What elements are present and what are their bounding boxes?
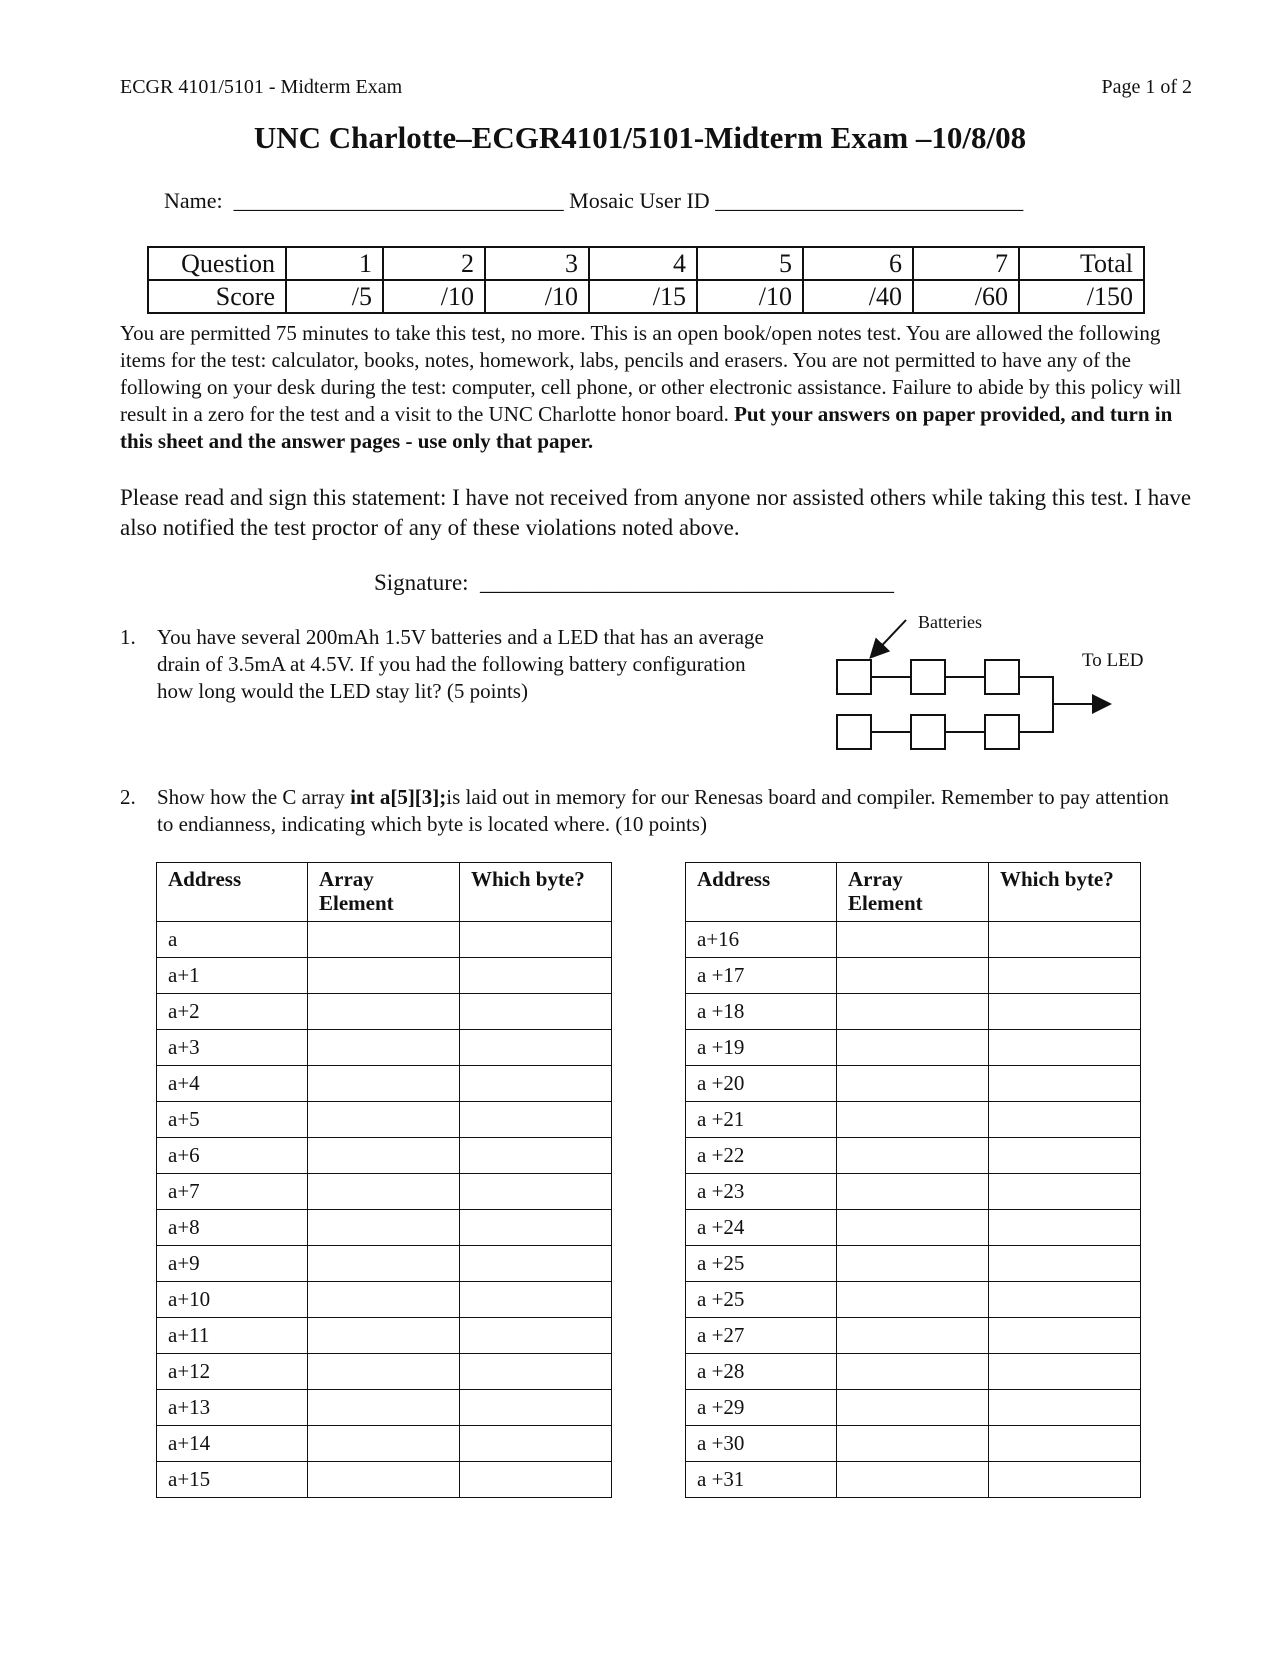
score-cell[interactable]: /10: [697, 280, 803, 313]
address-cell: a+10: [157, 1282, 308, 1318]
memory-table-right: [685, 862, 1141, 1498]
score-cell[interactable]: /40: [803, 280, 913, 313]
address-cell: a +22: [686, 1138, 837, 1174]
score-cell[interactable]: /5: [286, 280, 383, 313]
address-cell: a: [157, 922, 308, 958]
question-1-number: 1.: [120, 625, 136, 649]
address-cell: a+16: [686, 922, 837, 958]
question-cell: 2: [383, 247, 485, 280]
address-cell: a+7: [157, 1174, 308, 1210]
which-byte-cell[interactable]: [989, 1426, 1141, 1462]
which-byte-cell[interactable]: [989, 958, 1141, 994]
question-cell: 6: [803, 247, 913, 280]
name-blank[interactable]: ______________________________: [233, 188, 564, 213]
table-row: [157, 958, 612, 994]
score-cell-total[interactable]: /150: [1019, 280, 1144, 313]
score-row-label: Score: [148, 280, 286, 313]
table-row: [157, 1426, 612, 1462]
batteries-label: Batteries: [918, 612, 982, 632]
table-row: [686, 958, 1141, 994]
address-cell: a+15: [157, 1462, 308, 1498]
question-row-label: Question: [148, 247, 286, 280]
which-byte-cell[interactable]: [989, 1246, 1141, 1282]
address-cell: a+14: [157, 1426, 308, 1462]
address-cell: a +25: [686, 1246, 837, 1282]
array-element-cell[interactable]: [837, 1282, 989, 1318]
question-cell: 3: [485, 247, 589, 280]
address-cell: a +28: [686, 1354, 837, 1390]
question-cell: 7: [913, 247, 1019, 280]
question-cell: 5: [697, 247, 803, 280]
table-row: [157, 1102, 612, 1138]
which-byte-cell[interactable]: [460, 1066, 612, 1102]
which-byte-cell[interactable]: [460, 1354, 612, 1390]
battery-cell: [837, 715, 871, 749]
which-byte-cell[interactable]: [460, 994, 612, 1030]
which-byte-cell[interactable]: [989, 1210, 1141, 1246]
which-byte-cell[interactable]: [989, 994, 1141, 1030]
array-element-cell[interactable]: [308, 1174, 460, 1210]
honor-statement: Please read and sign this statement: I have not received from anyone nor assisted others while taking this test. I have also notified the test proctor of any of these violations noted above.: [120, 485, 1192, 540]
array-element-cell[interactable]: [308, 1390, 460, 1426]
which-byte-cell[interactable]: [989, 1030, 1141, 1066]
address-cell: a +17: [686, 958, 837, 994]
array-element-cell[interactable]: [837, 1174, 989, 1210]
parallel-wire: [1019, 677, 1053, 732]
memory-table-left: [156, 862, 612, 1498]
which-byte-header: Which byte?: [989, 863, 1141, 922]
question-2-text-after: is laid out in memory for our Renesas board and compiler. Remember to pay attention to endianness, indicating which byte is located where. (10 points): [157, 785, 1169, 836]
question-2-code: int a[5][3];: [350, 785, 447, 809]
array-element-cell[interactable]: [308, 1426, 460, 1462]
battery-cell: [911, 715, 945, 749]
array-element-cell[interactable]: [308, 1282, 460, 1318]
address-cell: a +21: [686, 1102, 837, 1138]
instructions-text: You are permitted 75 minutes to take this test, no more. This is an open book/open notes test. You are allowed the following items for the test: calculator, books, notes, homework, labs, pencils and erasers. You are not permitted to have any of the following on your desk during the test: computer, cell phone, or other electronic assistance. Failure to abide by this policy will result in a zero for the test and a visit to the UNC Charlotte honor board.: [120, 321, 1182, 426]
address-cell: a +23: [686, 1174, 837, 1210]
address-cell: a +24: [686, 1210, 837, 1246]
name-line: [164, 188, 1023, 214]
score-cell[interactable]: /60: [913, 280, 1019, 313]
table-row: [686, 994, 1141, 1030]
question-1-text: You have several 200mAh 1.5V batteries and a LED that has an average drain of 3.5mA at 4.5V. If you had the following battery configuration how long would the LED stay lit? (5 points): [157, 625, 764, 703]
address-cell: a+1: [157, 958, 308, 994]
question-2-text: [157, 784, 1187, 838]
array-element-cell[interactable]: [308, 958, 460, 994]
score-row: [148, 280, 1144, 313]
address-cell: a+3: [157, 1030, 308, 1066]
question-cell: 1: [286, 247, 383, 280]
which-byte-cell[interactable]: [460, 1390, 612, 1426]
array-element-cell[interactable]: [837, 994, 989, 1030]
page-title: UNC Charlotte–ECGR4101/5101-Midterm Exam –10/8/08: [253, 120, 1027, 155]
question-2-number: 2.: [120, 785, 136, 809]
array-element-cell[interactable]: [308, 1066, 460, 1102]
array-element-cell[interactable]: [837, 1426, 989, 1462]
array-element-cell[interactable]: [837, 1210, 989, 1246]
table-row: [157, 1174, 612, 1210]
table-row: [157, 1354, 612, 1390]
address-cell: a+11: [157, 1318, 308, 1354]
which-byte-cell[interactable]: [460, 1210, 612, 1246]
which-byte-cell[interactable]: [460, 1426, 612, 1462]
array-element-cell[interactable]: [308, 994, 460, 1030]
which-byte-cell[interactable]: [989, 1354, 1141, 1390]
which-byte-cell[interactable]: [460, 1030, 612, 1066]
array-element-cell[interactable]: [837, 1354, 989, 1390]
address-cell: a +31: [686, 1462, 837, 1498]
table-row: [157, 1390, 612, 1426]
address-header: Address: [157, 863, 308, 922]
mosaic-label: Mosaic User ID: [569, 188, 710, 213]
score-table: [147, 246, 1145, 314]
which-byte-cell[interactable]: [460, 958, 612, 994]
name-label: Name:: [164, 188, 223, 213]
which-byte-cell[interactable]: [989, 1174, 1141, 1210]
battery-cell: [985, 660, 1019, 694]
table-row: [157, 994, 612, 1030]
address-cell: a +18: [686, 994, 837, 1030]
batteries-pointer-arrow: [872, 620, 906, 656]
address-cell: a+6: [157, 1138, 308, 1174]
which-byte-cell[interactable]: [460, 1318, 612, 1354]
array-element-cell[interactable]: [837, 1246, 989, 1282]
address-cell: a+8: [157, 1210, 308, 1246]
score-cell[interactable]: /10: [383, 280, 485, 313]
which-byte-header: Which byte?: [460, 863, 612, 922]
array-element-header: Array Element: [837, 863, 989, 922]
instructions-paragraph: [120, 320, 1190, 455]
which-byte-cell[interactable]: [989, 1282, 1141, 1318]
table-row: [686, 1318, 1141, 1354]
array-element-cell[interactable]: [308, 1030, 460, 1066]
battery-cell: [985, 715, 1019, 749]
table-row: [157, 1462, 612, 1498]
array-element-cell[interactable]: [837, 1138, 989, 1174]
signature-line: [374, 570, 894, 596]
array-element-cell[interactable]: [308, 1102, 460, 1138]
array-element-cell[interactable]: [837, 1462, 989, 1498]
array-element-cell[interactable]: [308, 1246, 460, 1282]
table-row: [157, 1030, 612, 1066]
which-byte-cell[interactable]: [460, 1174, 612, 1210]
which-byte-cell[interactable]: [460, 922, 612, 958]
address-cell: a +27: [686, 1318, 837, 1354]
which-byte-cell[interactable]: [989, 922, 1141, 958]
address-cell: a+12: [157, 1354, 308, 1390]
array-element-cell[interactable]: [308, 1354, 460, 1390]
question-2-text-before: Show how the C array: [157, 785, 351, 809]
address-header: Address: [686, 863, 837, 922]
which-byte-cell[interactable]: [460, 1462, 612, 1498]
array-element-cell[interactable]: [837, 1318, 989, 1354]
address-cell: a+5: [157, 1102, 308, 1138]
array-element-cell[interactable]: [837, 1102, 989, 1138]
which-byte-cell[interactable]: [989, 1318, 1141, 1354]
battery-cell: [911, 660, 945, 694]
address-cell: a +30: [686, 1426, 837, 1462]
question-row: [148, 247, 1144, 280]
array-element-cell[interactable]: [837, 958, 989, 994]
which-byte-cell[interactable]: [989, 1138, 1141, 1174]
address-cell: a+13: [157, 1390, 308, 1426]
table-row: [157, 1246, 612, 1282]
table-row: [157, 922, 612, 958]
mosaic-blank[interactable]: ____________________________: [715, 188, 1024, 213]
array-element-cell[interactable]: [837, 1390, 989, 1426]
table-row: [686, 1354, 1141, 1390]
address-cell: a +29: [686, 1390, 837, 1426]
header-course: ECGR 4101/5101 - Midterm Exam: [120, 76, 403, 98]
table-row: [686, 1102, 1141, 1138]
memory-table-header: [157, 863, 612, 922]
question-cell: 4: [589, 247, 697, 280]
array-element-cell[interactable]: [308, 1138, 460, 1174]
table-row: [686, 1426, 1141, 1462]
array-element-cell[interactable]: [837, 1066, 989, 1102]
signature-blank[interactable]: ____________________________________: [480, 570, 895, 595]
array-element-cell[interactable]: [308, 1318, 460, 1354]
table-row: [686, 1210, 1141, 1246]
table-row: [157, 1282, 612, 1318]
address-cell: a+4: [157, 1066, 308, 1102]
address-cell: a +19: [686, 1030, 837, 1066]
address-cell: a +20: [686, 1066, 837, 1102]
table-row: [157, 1318, 612, 1354]
which-byte-cell[interactable]: [460, 1282, 612, 1318]
question-cell-total: Total: [1019, 247, 1144, 280]
array-element-cell[interactable]: [308, 1462, 460, 1498]
array-element-cell[interactable]: [837, 922, 989, 958]
which-byte-cell[interactable]: [989, 1066, 1141, 1102]
array-element-cell[interactable]: [308, 922, 460, 958]
signature-label: Signature:: [374, 570, 469, 595]
memory-table-header: [686, 863, 1141, 922]
address-cell: a+2: [157, 994, 308, 1030]
table-row: [686, 1390, 1141, 1426]
table-row: [157, 1138, 612, 1174]
battery-cell: [837, 660, 871, 694]
table-row: [686, 1066, 1141, 1102]
table-row: [686, 1138, 1141, 1174]
which-byte-cell[interactable]: [989, 1462, 1141, 1498]
battery-diagram: [820, 612, 1160, 762]
score-cell[interactable]: /15: [589, 280, 697, 313]
which-byte-cell[interactable]: [460, 1102, 612, 1138]
which-byte-cell[interactable]: [989, 1102, 1141, 1138]
header-page-number: Page 1 of 2: [1101, 76, 1192, 98]
which-byte-cell[interactable]: [460, 1138, 612, 1174]
table-row: [157, 1066, 612, 1102]
table-row: [686, 1282, 1141, 1318]
table-row: [157, 1210, 612, 1246]
which-byte-cell[interactable]: [989, 1390, 1141, 1426]
table-row: [686, 1246, 1141, 1282]
score-cell[interactable]: /10: [485, 280, 589, 313]
array-element-header: Array Element: [308, 863, 460, 922]
which-byte-cell[interactable]: [460, 1246, 612, 1282]
array-element-cell[interactable]: [308, 1210, 460, 1246]
instructions-bold-text: Put your answers on paper provided, and turn in this sheet and the answer pages - use only that paper.: [120, 402, 1173, 453]
address-cell: a +25: [686, 1282, 837, 1318]
address-cell: a+9: [157, 1246, 308, 1282]
table-row: [686, 1030, 1141, 1066]
table-row: [686, 922, 1141, 958]
table-row: [686, 1462, 1141, 1498]
table-row: [686, 1174, 1141, 1210]
to-led-label: To LED: [1082, 650, 1144, 671]
array-element-cell[interactable]: [837, 1030, 989, 1066]
